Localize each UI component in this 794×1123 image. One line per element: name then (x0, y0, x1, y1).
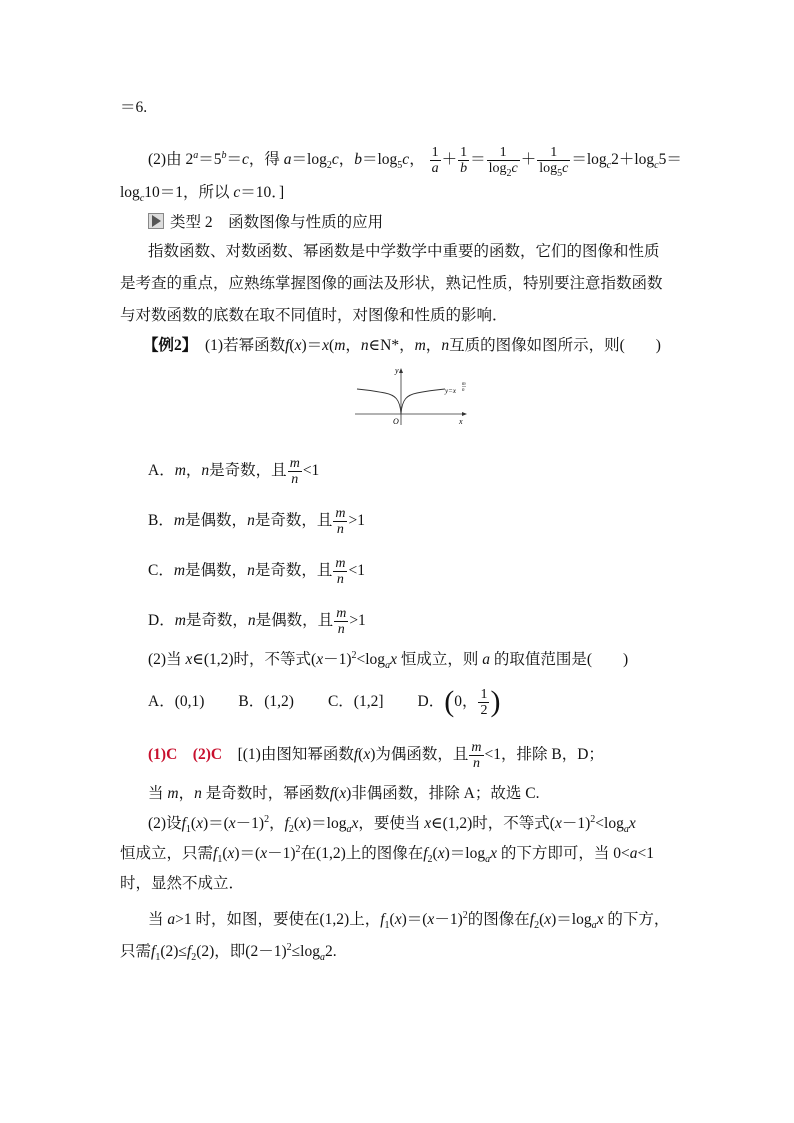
answer-2: (2)C (192, 746, 223, 764)
solution-2-line2: 恒成立，只需$f_1(x)=(x-1)^2$在(1,2)上的图像在$f_2(x)=\log_ax$ 的下方即可，当 0<a<1 (120, 843, 654, 866)
solution-part2-line2: $\log_c10=1$，所以 c＝10．] (120, 184, 285, 205)
q2-option-a: A．(0,1) (148, 693, 205, 710)
answer-line: (1)C (2)C [(1)由图知幂函数f(x)为偶函数，且 $\frac{m}{n}$ <1，排除 B，D； (148, 740, 604, 771)
fraction-1-over-b: $\frac{1}{b}$ (460, 144, 468, 176)
option-a: A．m，n是奇数，且 $\frac{m}{n}$ <1 (148, 456, 320, 487)
solution-part2-line1: (2)由 $2^a=5^b=c$，得 $a=\log_2c$，$b=\log_5c$， $\frac{1}{a}$ ＋ $\frac{1}{b}$ ＝ $\frac{1}{\log_2c}$ ＋ $\frac{1}{\log_5c}$ $=\log_c2+\log_c5=$ (148, 144, 682, 179)
fraction-1-over-a: $\frac{1}{a}$ (431, 144, 439, 176)
q2-option-d: D． (417, 693, 445, 710)
intro-paragraph-line3: 与对数函数的底数在取不同值时，对图像和性质的影响． (120, 307, 508, 324)
power-function-graph (355, 363, 475, 425)
option-c: C．m是偶数，n是奇数，且 $\frac{m}{n}$ <1 (148, 556, 365, 587)
curve-left-branch (357, 389, 401, 414)
intro-paragraph-line1: 指数函数、对数函数、幂函数是中学数学中重要的函数，它们的图像和性质 (148, 243, 660, 260)
solution-1-line2: 当 m，n 是奇数时，幂函数f(x)非偶函数，排除 A；故选 C. (148, 785, 540, 802)
y-axis-label: y (395, 366, 399, 375)
example-2-question-2: (2)当 x∈(1,2)时，不等式$(x-1)^2<\log_ax$ 恒成立，则 a 的取值范围是( ) (148, 649, 629, 672)
play-triangle-icon (148, 213, 164, 229)
section-heading: 类型 2 函数图像与性质的应用 (148, 213, 680, 233)
solution-2-line4: 当 a>1 时，如图，要使在(1,2)上，$f_1(x)=(x-1)^2$的图像在$f_2(x)=\log_ax$ 的下方， (148, 909, 670, 932)
curve-label: y=x (445, 387, 456, 395)
x-axis-arrow (462, 412, 467, 416)
q2-option-b: B．(1,2) (238, 693, 294, 710)
option-d: D．m是奇数，n是偶数，且 $\frac{m}{n}$ >1 (148, 606, 366, 637)
fraction-1-over-log2c: $\frac{1}{\log_2c}$ (488, 144, 518, 179)
example-2-question-1: 【例2】 (1)若幂函数f(x)＝x(m，n∈N*，m，n互质的图像如图所示，则( ) (143, 337, 661, 354)
solution-2-line1: (2)设$f_1(x)=(x-1)^2$，$f_2(x)=\log_ax$，要使当 x∈(1,2)时，不等式$(x-1)^2<\log_ax$ (148, 813, 636, 836)
solution-2-line5: 只需$f_1(2)\le f_2(2)$，即$(2-1)^2\le\log_a2$. (120, 941, 337, 964)
answer-1: (1)C (148, 746, 178, 764)
equation-result: ＝6. (120, 99, 148, 116)
x-axis-label: x (459, 417, 463, 425)
intro-paragraph-line2: 是考查的重点，应熟练掌握图像的画法及形状，熟记性质，特别要注意指数函数 (120, 275, 663, 292)
option-b: B．m是偶数，n是奇数，且 $\frac{m}{n}$ >1 (148, 506, 365, 537)
solution-2-line3: 时，显然不成立． (120, 875, 245, 892)
question-2-options: A．(0,1) B．(1,2) C．(1,2] D．(0， $\frac{1}{2}$ ) (148, 685, 501, 719)
q2-option-c: C．(1,2] (327, 693, 384, 710)
fraction-1-over-log5c: $\frac{1}{\log_5c}$ (539, 144, 569, 179)
origin-label: O (393, 417, 399, 425)
curve-exponent-den: n (462, 388, 465, 393)
curve-right-branch (401, 389, 445, 414)
curve-exponent-num: m (462, 382, 466, 387)
y-axis-arrow (399, 368, 403, 373)
